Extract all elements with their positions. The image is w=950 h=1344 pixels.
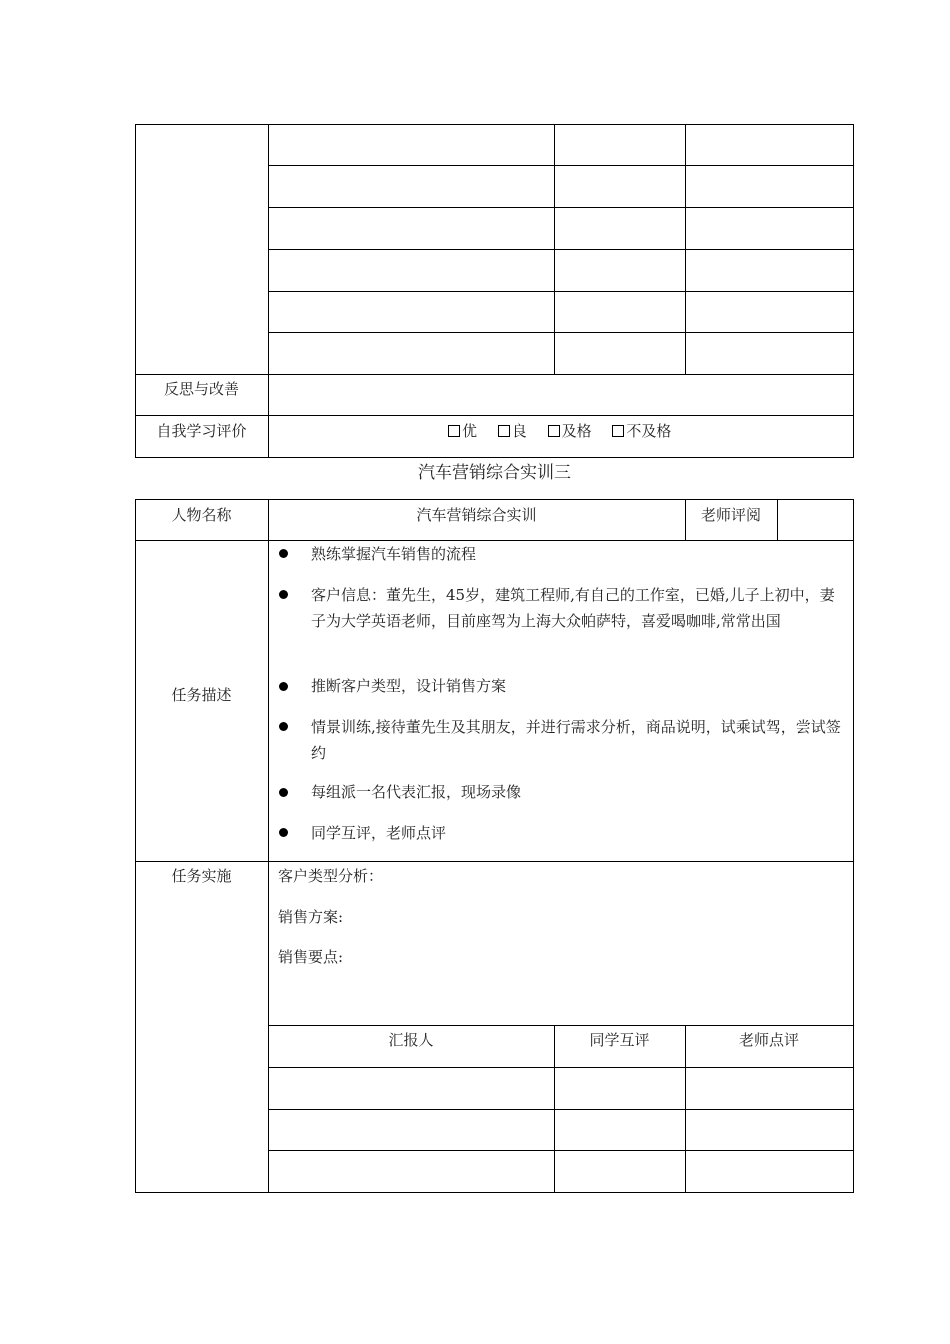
table-rule xyxy=(268,124,269,458)
table-rule xyxy=(268,207,854,208)
option-fail[interactable]: 不及格 xyxy=(612,422,671,440)
table-rule xyxy=(554,1025,555,1193)
table-border xyxy=(135,499,854,500)
table-border xyxy=(135,457,854,458)
table-rule xyxy=(268,1025,854,1026)
table-border xyxy=(135,124,136,458)
table-rule xyxy=(268,1150,854,1151)
name-value: 汽车营销综合实训 xyxy=(416,506,537,524)
table-rule xyxy=(777,499,778,541)
table-border xyxy=(853,499,854,1193)
table-rule xyxy=(268,332,854,333)
sales-plan: 销售方案: xyxy=(278,908,344,926)
table-border xyxy=(853,124,854,458)
list-item: 同学互评，老师点评 xyxy=(311,824,447,842)
list-item: 熟练掌握汽车销售的流程 xyxy=(311,545,477,563)
checkbox-icon xyxy=(498,425,510,437)
table-rule xyxy=(268,291,854,292)
table-rule xyxy=(135,861,854,862)
table-border xyxy=(135,1192,854,1193)
bullet-icon xyxy=(279,549,288,558)
peer-review-header: 同学互评 xyxy=(589,1031,650,1049)
self-eval-options xyxy=(448,421,687,441)
checkbox-icon xyxy=(612,425,624,437)
table-rule xyxy=(554,124,555,375)
table-rule xyxy=(268,165,854,166)
table-rule xyxy=(135,374,854,375)
task-impl-label: 任务实施 xyxy=(171,867,232,885)
option-pass[interactable]: 及格 xyxy=(548,422,592,440)
option-excellent[interactable]: 优 xyxy=(448,422,477,440)
list-item: 客户信息：董先生，45岁，建筑工程师,有自己的工作室，已婚,儿子上初中，妻子为大学英语老师，目前座驾为上海大众帕萨特，喜爱喝咖啡,常常出国 xyxy=(311,586,835,630)
bullet-icon xyxy=(279,788,288,797)
table-rule xyxy=(268,1067,854,1068)
table-rule xyxy=(685,1025,686,1193)
list-item: 推断客户类型，设计销售方案 xyxy=(311,677,507,695)
checkbox-icon xyxy=(448,425,460,437)
table-rule xyxy=(268,1109,854,1110)
list-item: 每组派一名代表汇报，现场录像 xyxy=(311,783,522,801)
bullet-icon xyxy=(279,590,288,599)
task-desc-label: 任务描述 xyxy=(171,686,232,704)
sales-key-points: 销售要点: xyxy=(278,948,344,966)
customer-type-analysis: 客户类型分析： xyxy=(278,867,384,885)
option-good[interactable]: 良 xyxy=(498,422,527,440)
bullet-icon xyxy=(279,682,288,691)
table-rule xyxy=(135,415,854,416)
section-title: 汽车营销综合实训三 xyxy=(418,463,571,483)
table-rule xyxy=(268,249,854,250)
self-eval-label: 自我学习评价 xyxy=(156,422,247,440)
teacher-review-header: 老师点评 xyxy=(738,1031,799,1049)
review-label: 老师评阅 xyxy=(700,506,761,524)
table-border xyxy=(135,499,136,1193)
reflection-label: 反思与改善 xyxy=(163,380,239,398)
list-item: 情景训练,接待董先生及其朋友，并进行需求分析，商品说明，试乘试驾，尝试签约 xyxy=(311,718,841,762)
table-rule xyxy=(268,499,269,1193)
checkbox-icon xyxy=(548,425,560,437)
table-rule xyxy=(685,124,686,375)
reporter-header: 汇报人 xyxy=(388,1031,434,1049)
name-label: 人物名称 xyxy=(171,506,232,524)
table-border xyxy=(135,124,854,125)
bullet-icon xyxy=(279,828,288,837)
bullet-icon xyxy=(279,722,288,731)
